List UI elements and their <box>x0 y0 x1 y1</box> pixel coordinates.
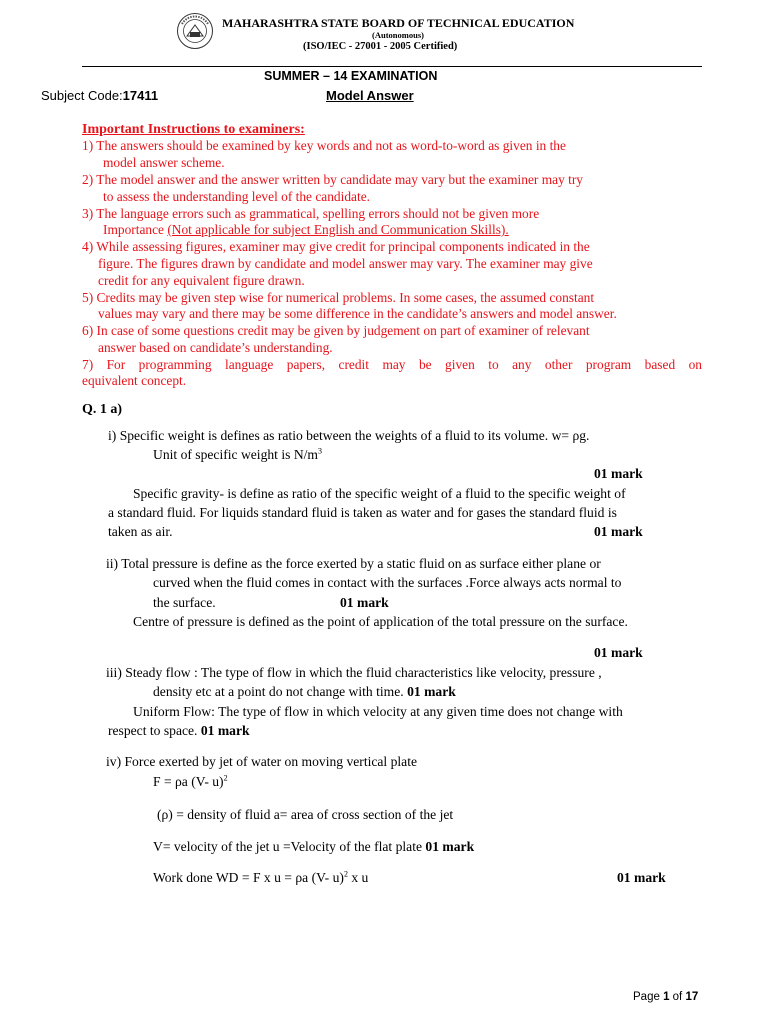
answer-iii-line1: iii) Steady flow : The type of flow in which the fluid characteristics like velocity, pressure , <box>106 665 602 680</box>
answer-iv-velocity <box>153 839 474 855</box>
workdone-tail: x u <box>347 870 369 885</box>
velocity-text: V= velocity of the jet u =Velocity of the flat plate <box>153 839 423 854</box>
subject-code-label: Subject Code: <box>41 88 123 103</box>
instruction-3b-note: (Not applicable for subject English and Communication Skills). <box>167 222 509 237</box>
instruction-5b: values may vary and there may be some difference in the candidate’s answers and model answer. <box>98 306 617 321</box>
mark-iii-steady: 01 mark <box>407 684 456 699</box>
page-number: 1 <box>663 991 670 1003</box>
of-word: of <box>669 991 686 1003</box>
instruction-4a: 4) While assessing figures, examiner may give credit for principal components indicated in the <box>82 239 590 254</box>
force-exponent: 2 <box>223 773 228 783</box>
unit-text: Unit of specific weight is N/m <box>153 447 318 462</box>
mark-i-weight: 01 mark <box>594 466 643 481</box>
instruction-1a: 1) The answers should be examined by key words and not as word-to-word as given in the <box>82 138 566 153</box>
subject-code <box>41 88 158 103</box>
answer-sg-line2: a standard fluid. For liquids standard fluid is taken as water and for gases the standard fluid is <box>108 505 617 520</box>
instruction-6a: 6) In case of some questions credit may be given by judgement on part of examiner of relevant <box>82 323 590 338</box>
question-label: Q. 1 a) <box>82 402 123 417</box>
page-total: 17 <box>685 991 699 1003</box>
workdone-exponent: 2 <box>343 869 348 879</box>
model-answer-title: Model Answer <box>326 88 414 103</box>
answer-iii-line2 <box>153 684 456 700</box>
instruction-6b: answer based on candidate’s understanding. <box>98 340 333 355</box>
answer-ii-line3: the surface. <box>153 595 216 610</box>
unit-exponent: 3 <box>317 446 322 456</box>
board-name: MAHARASHTRA STATE BOARD OF TECHNICAL EDUCATION <box>222 16 575 30</box>
header-divider <box>82 66 702 67</box>
answer-sg-line3: taken as air. <box>108 524 173 539</box>
steady-flow-text: density etc at a point do not change with time. <box>153 684 404 699</box>
instruction-2a: 2) The model answer and the answer written by candidate may vary but the examiner may try <box>82 172 583 187</box>
mark-iv-velocity: 01 mark <box>425 839 475 854</box>
instruction-5a: 5) Credits may be given step wise for numerical problems. In some cases, the assumed constant <box>82 290 595 305</box>
instruction-3a: 3) The language errors such as grammatical, spelling errors should not be given more <box>82 206 540 221</box>
instruction-3b-text: Importance <box>103 222 168 237</box>
instruction-3b <box>103 222 509 238</box>
uniform-flow-text: respect to space. <box>108 723 198 738</box>
instruction-4b: figure. The figures drawn by candidate and model answer may vary. The examiner may give <box>98 256 593 271</box>
iso-label: (ISO/IEC - 27001 - 2005 Certified) <box>303 41 458 52</box>
exam-title: SUMMER – 14 EXAMINATION <box>264 69 438 83</box>
mark-i-gravity: 01 mark <box>594 524 643 539</box>
answer-i-line2 <box>153 447 322 463</box>
answer-sg-line1: Specific gravity- is define as ratio of the specific weight of a fluid to the specific weight of <box>133 486 626 501</box>
page-word: Page <box>633 991 664 1003</box>
instructions-title: Important Instructions to examiners: <box>82 122 305 137</box>
mark-iv-workdone: 01 mark <box>617 870 666 885</box>
mark-ii-centre: 01 mark <box>594 645 643 660</box>
instruction-7b: equivalent concept. <box>82 373 187 388</box>
answer-iv-workdone <box>153 870 368 886</box>
instruction-2b: to assess the understanding level of the candidate. <box>103 189 370 204</box>
answer-i-line1: i) Specific weight is defines as ratio between the weights of a fluid to its volume. w= ρg. <box>108 428 590 443</box>
autonomous-label: (Autonomous) <box>372 30 424 40</box>
answer-iv-line1: iv) Force exerted by jet of water on moving vertical plate <box>106 754 418 769</box>
instruction-7a: 7) For programming language papers, credit may be given to any other program based on <box>82 357 702 372</box>
answer-uf-line1: Uniform Flow: The type of flow in which velocity at any given time does not change with <box>133 704 623 719</box>
mark-ii-pressure: 01 mark <box>340 595 389 610</box>
mark-iii-uniform: 01 mark <box>200 723 250 738</box>
force-formula: F = ρa (V- u) <box>153 774 224 789</box>
answer-iv-formula <box>153 774 228 790</box>
instruction-4c: credit for any equivalent figure drawn. <box>98 273 305 288</box>
answer-ii-line1: ii) Total pressure is define as the force exerted by a static fluid on as surface either plane or <box>106 556 601 571</box>
answer-uf-line2 <box>108 723 250 739</box>
subject-code-value: 17411 <box>122 88 159 103</box>
answer-cp: Centre of pressure is defined as the point of application of the total pressure on the surface. <box>133 614 628 629</box>
workdone-text: Work done WD = F x u = ρa (V- u) <box>153 870 344 885</box>
instruction-1b: model answer scheme. <box>103 155 225 170</box>
answer-iv-rho: (ρ) = density of fluid a= area of cross section of the jet <box>157 807 454 822</box>
page-footer <box>633 991 698 1003</box>
answer-ii-line2: curved when the fluid comes in contact with the surfaces .Force always acts normal to <box>153 575 622 590</box>
